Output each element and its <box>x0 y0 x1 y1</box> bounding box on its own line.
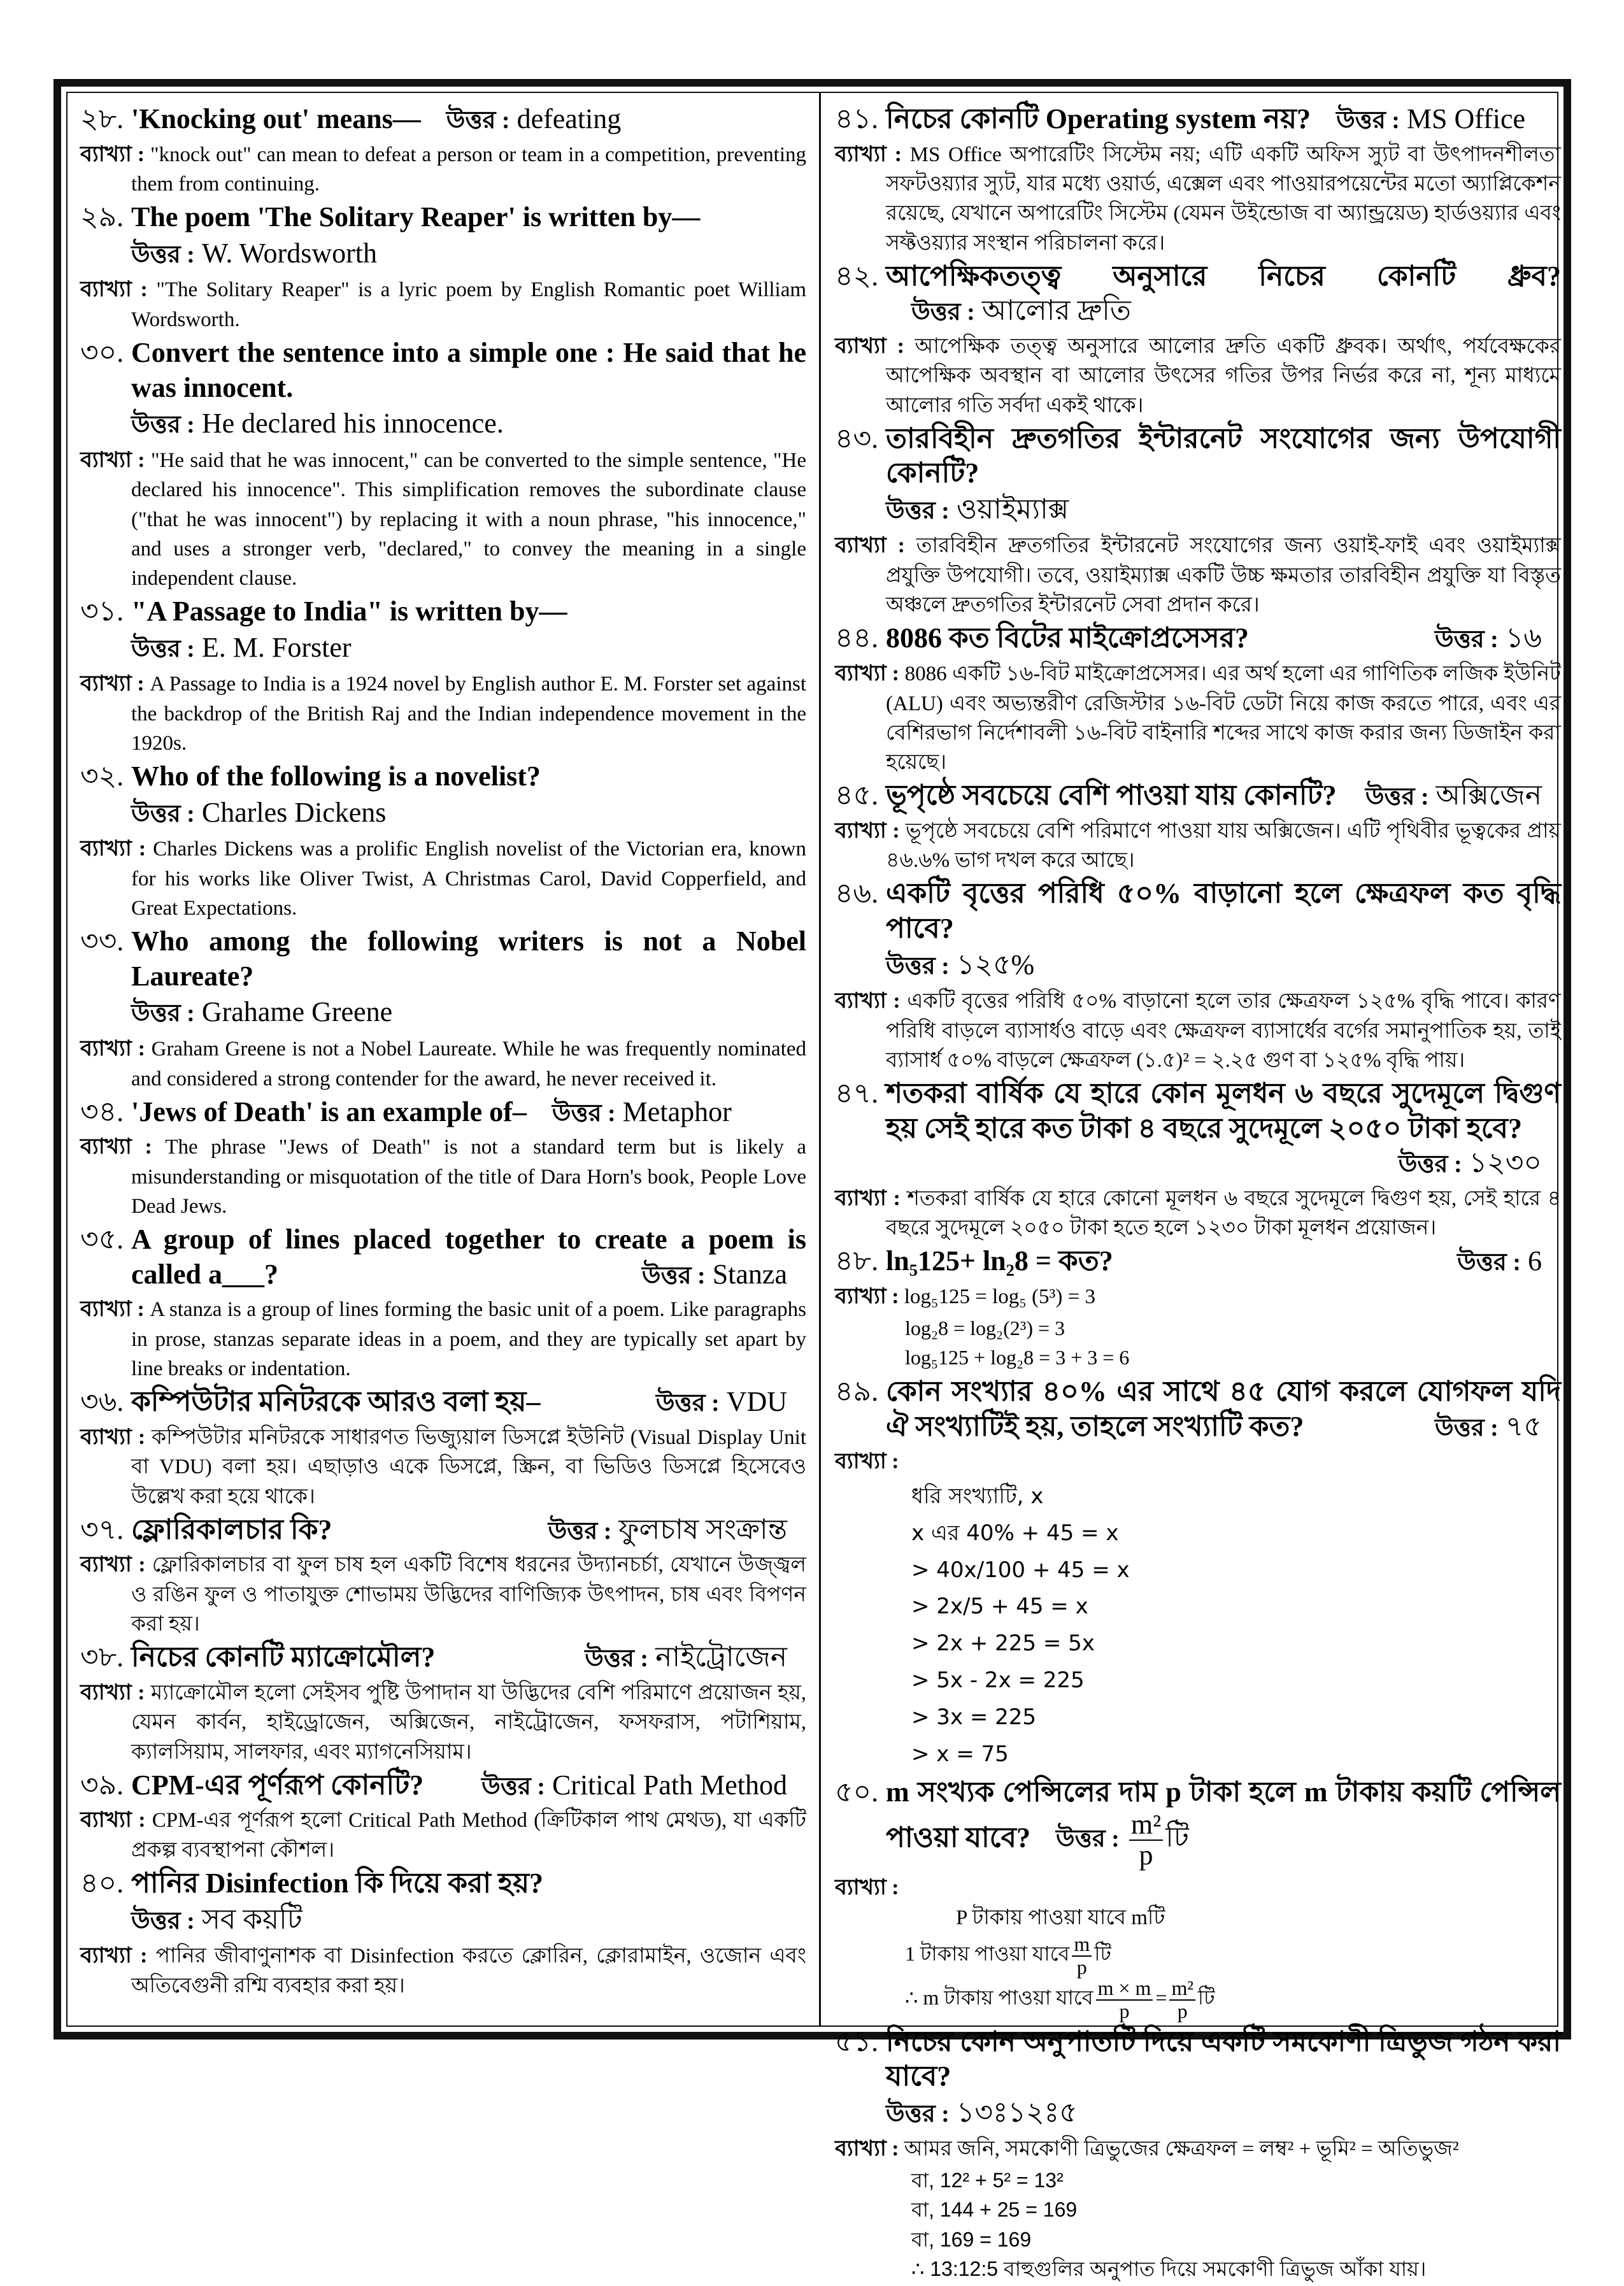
question-item <box>80 200 806 334</box>
question <box>835 876 1561 982</box>
question-number: ৩০. <box>80 337 124 369</box>
question-text: একটি বৃত্তের পরিধি ৫০% বাড়ানো হলে ক্ষেত্রফল কত বৃদ্ধি পাবে? <box>886 878 1561 944</box>
answer <box>642 1257 787 1292</box>
question-number: ৪৭. <box>835 1078 879 1110</box>
explanation-step: > x = 75 <box>911 1741 1009 1767</box>
answer-text: Grahame Greene <box>201 996 393 1028</box>
answer <box>131 631 806 666</box>
answer <box>131 796 806 831</box>
explanation-step: log₅125 + log₂8 = 3 + 3 = 6 <box>905 1345 1130 1369</box>
question-item <box>80 1866 806 2001</box>
answer-text: ১২৩০ <box>1469 1147 1542 1179</box>
answer <box>1336 103 1525 134</box>
question-text: ফ্লোরিকালচার কি? <box>131 1513 332 1545</box>
explanation-label: ব্যাখ্যা : <box>835 2137 899 2161</box>
question-text: The poem 'The Solitary Reaper' is written by— <box>131 201 701 233</box>
answer-label: উত্তর : <box>1434 626 1499 654</box>
answer-label: উত্তর : <box>886 2100 950 2127</box>
question-number: ৩৯. <box>80 1769 124 1801</box>
answer-label: উত্তর : <box>1434 1414 1499 1441</box>
explanation-step: x এর 40% + 45 = x <box>911 1520 1119 1546</box>
question <box>80 1385 806 1420</box>
answer-label: উত্তর : <box>1336 107 1400 134</box>
explanation-text: "knock out" can mean to defeat a person or team in a competition, preventing them from continuing. <box>131 143 806 196</box>
explanation-text: আপেক্ষিক তত্ত্ব অনুসারে আলোর দ্রুতি একটি ধ্রুবক। অর্থাৎ, পর্যবেক্ষকের আপেক্ষিক অবস্থান বা আলোর উৎসের গতির উপর নির্ভর করে না, শূন্য মাধ্যমে আলোর গতি সর্বদা একই থাকে। <box>886 334 1561 417</box>
answer <box>1435 621 1542 656</box>
step-text: ∴ m টাকায় পাওয়া যাবে <box>905 1986 1093 2010</box>
step-fraction <box>1169 1978 1195 2022</box>
question-text: নিচের কোন অনুপাতটি দিয়ে একটি সমকোণী ত্রিভুজ গঠন করা যাবে? <box>886 2025 1561 2092</box>
question-text: 'Jews of Death' is an example of– <box>131 1096 527 1127</box>
explanation-label: ব্যাখ্যা : <box>835 334 904 358</box>
question <box>80 1866 806 1937</box>
question-text: শতকরা বার্ষিক যে হারে কোন মূলধন ৬ বছরে সুদেমূলে দ্বিগুণ হয় সেই হারে কত টাকা ৪ বছরে সুদেমূলে ২০৫০ টাকা হবে? <box>886 1078 1561 1144</box>
explanation-label: ব্যাখ্যা : <box>80 1553 146 1577</box>
question <box>835 259 1561 329</box>
question-item <box>835 259 1561 420</box>
step-fraction <box>1096 1978 1153 2022</box>
explanation-text: 8086 একটি ১৬-বিট মাইক্রোপ্রসেসর। এর অর্থ হলো এর গাণিতিক লজিক ইউনিট (ALU) এবং অভ্যন্তরীণ রেজিস্টার ১৬-বিট ডেটা নিয়ে কাজ করতে পারে, এবং এর বেশিরভাগ নির্দেশাবলী ১৬-বিট বাইনারি শব্দের সাথে কাজ করার জন্য ডিজাইন করা হয়েছে। <box>886 662 1562 774</box>
answer <box>131 406 806 441</box>
answer <box>131 995 806 1030</box>
question-number: ৪৩. <box>835 422 879 454</box>
question <box>80 1513 806 1548</box>
question <box>835 102 1561 137</box>
question-number: ৪১. <box>835 103 879 134</box>
answer-text: ওয়াইম্যাক্স <box>956 493 1069 525</box>
answer-label: উত্তর : <box>655 1390 720 1417</box>
question-number: ৩৭. <box>80 1513 124 1545</box>
explanation-label: ব্যাখ্যা : <box>835 1876 899 1900</box>
question-number: ৪৮. <box>835 1245 879 1277</box>
question-item <box>80 759 806 923</box>
question-item <box>835 1775 1561 2022</box>
explanation <box>835 2134 1561 2164</box>
step-text: টি <box>1094 1942 1111 1966</box>
answer <box>1055 1808 1189 1871</box>
question-text: কম্পিউটার মনিটরকে আরও বলা হয়– <box>131 1386 541 1418</box>
explanation <box>835 816 1561 876</box>
answer-label: উত্তর : <box>886 497 950 524</box>
explanation <box>80 834 806 923</box>
answer-text: ১৬ <box>1505 622 1542 654</box>
explanation-text: পানির জীবাণুনাশক বা Disinfection করতে ক্লোরিন, ক্লোরামাইন, ওজোন এবং অতিবেগুনী রশ্মি ব্যবহার করা হয়। <box>131 1945 806 1997</box>
answer <box>911 295 1131 326</box>
question-item <box>80 102 806 199</box>
fraction-numerator: m <box>1072 1934 1092 1957</box>
question-item <box>835 876 1561 1075</box>
question-text: 8086 কত বিটের মাইক্রোপ্রসেসর? <box>886 622 1249 654</box>
answer-text: ফুলচাষ সংক্রান্ত <box>618 1513 787 1545</box>
answer-label: উত্তর : <box>131 411 195 439</box>
answer-text: সব কয়টি <box>201 1903 303 1935</box>
explanation-label: ব্যাখ্যা : <box>80 837 146 861</box>
explanation <box>835 531 1561 620</box>
answer-text: ৭৫ <box>1505 1410 1542 1442</box>
question-text: আপেক্ষিকতত্ত্ব অনুসারে নিচের কোনটি ধ্রুব? <box>886 260 1561 292</box>
explanation-text: A Passage to India is a 1924 novel by English author E. M. Forster set against the backdrop of the British Raj and the Indian independence movement in the 1920s. <box>131 673 807 755</box>
explanation-steps <box>835 1478 1561 1773</box>
explanation-label: ব্যাখ্যা : <box>80 448 145 472</box>
answer-text: Stanza <box>712 1258 787 1290</box>
question <box>835 1076 1561 1179</box>
question-text: ভূপৃষ্ঠে সবচেয়ে বেশি পাওয়া যায় কোনটি? <box>886 780 1337 811</box>
explanation-step <box>835 1978 1561 2022</box>
step-text: 1 টাকায় পাওয়া যাবে <box>905 1942 1070 1966</box>
explanation-text: একটি বৃত্তের পরিধি ৫০% বাড়ানো হলে তার ক্ষেত্রফল ১২৫% বৃদ্ধি পাবে। কারণ পরিধি বাড়লে ব্যাসার্ধও বাড়ে এবং ক্ষেত্রফল ব্যাসার্ধের বর্গের সমানুপাতিক হয়, তাই ব্যাসার্ধ ৫০% বাড়লে ক্ষেত্রফল (১.৫)² = ২.২৫ গুণ বা ১২৫% বৃদ্ধি পায়। <box>886 990 1562 1072</box>
explanation-step: log₅125 = log₅ (5³) = 3 <box>904 1285 1095 1308</box>
question-item <box>80 924 806 1093</box>
question-text: Who among the following writers is not a Nobel Laureate? <box>131 925 806 992</box>
question <box>835 2025 1561 2131</box>
question-number: ৩৮. <box>80 1641 124 1673</box>
inner-border <box>66 92 1562 2280</box>
answer <box>585 1640 787 1675</box>
question <box>80 759 806 830</box>
answer <box>548 1513 787 1548</box>
explanation-text: ম্যাক্রোমৌল হলো সেইসব পুষ্টি উপাদান যা উদ্ভিদের বেশি পরিমাণে প্রয়োজন হয়, যেমন কার্বন, হাইড্রোজেন, অক্সিজেন, নাইট্রোজেন, ফসফরাস, পটাশিয়াম, ক্যালসিয়াম, সালফার, এবং ম্যাগনেসিয়াম। <box>131 1681 807 1764</box>
answer-text: MS Office <box>1406 103 1526 134</box>
answer <box>131 1903 806 1938</box>
question-item <box>835 102 1561 258</box>
explanation-label: ব্যাখ্যা : <box>835 1284 899 1308</box>
explanation-label: ব্যাখ্যা : <box>835 534 905 558</box>
question-item <box>80 594 806 758</box>
explanation <box>835 331 1561 420</box>
question-number: ৪২. <box>835 260 879 292</box>
question <box>80 1768 806 1803</box>
answer <box>552 1096 732 1127</box>
question-text: Convert the sentence into a simple one : He said that he was innocent. <box>131 337 806 403</box>
explanation <box>80 1678 806 1767</box>
explanation-label: ব্যাখ্যা : <box>80 1944 148 1968</box>
answer-text: VDU <box>726 1386 787 1418</box>
explanation-step: ∴ 13:12:5 বাহুগুলির অনুপাত দিয়ে সমকোণী ত্রিভুজ আঁকা যায়। <box>911 2257 1427 2280</box>
answer <box>886 2096 1561 2131</box>
answer-text: ১৩ঃ১২ঃ৫ <box>956 2096 1078 2128</box>
fraction-denominator: p <box>1119 1999 1130 2022</box>
question-item <box>80 1095 806 1222</box>
step-text: টি <box>1197 1986 1215 2010</box>
question-number: ৪৬. <box>835 878 879 910</box>
answer-text: অক্সিজেন <box>1435 780 1542 811</box>
question-text: Who of the following is a novelist? <box>131 761 541 792</box>
explanation-text: ফ্লোরিকালচার বা ফুল চাষ হল একটি বিশেষ ধরনের উদ্যানচর্চা, যেখানে উজ্জ্বল ও রঙিন ফুল ও পাতাযুক্ত শোভাময় উদ্ভিদের বাণিজ্যিক উৎপাদন, চাষ এবং বিপণন করা হয়। <box>131 1554 807 1636</box>
explanation-step: > 2x + 225 = 5x <box>911 1631 1095 1657</box>
explanation-label: ব্যাখ্যা : <box>835 989 901 1013</box>
explanation-label: ব্যাখ্যা : <box>80 1135 152 1159</box>
answer <box>1399 1146 1542 1181</box>
question-text: নিচের কোনটি ম্যাক্রোমৌল? <box>131 1641 436 1673</box>
fraction-denominator: p <box>1139 1840 1153 1871</box>
question-item <box>80 1513 806 1639</box>
fraction-denominator: p <box>1177 1999 1188 2022</box>
explanation <box>835 1447 1561 1477</box>
question-number: ৩৪. <box>80 1096 124 1127</box>
explanation-step: ধরি সংখ্যাটি, x <box>911 1483 1044 1510</box>
explanation <box>835 139 1561 258</box>
explanation-label: ব্যাখ্যা : <box>835 1186 901 1210</box>
question <box>80 1222 806 1292</box>
question-text: m সংখ্যক পেন্সিলের দাম p টাকা হলে m টাকায় কয়টি পেন্সিল পাওয়া যাবে? <box>886 1776 1561 1854</box>
answer-label: উত্তর : <box>911 299 975 326</box>
question-number: ৩১. <box>80 596 124 627</box>
explanation <box>835 986 1561 1075</box>
answer-label: উত্তর : <box>552 1099 616 1127</box>
explanation-text: "He said that he was innocent," can be converted to the simple sentence, "He declared his innocence". This simplification removes the subordinate clause ("that he was innocent") by replacing it with a noun phrase, "his innocence," and uses a stronger verb, "declared," to convey the meaning in a single independent clause. <box>131 448 807 590</box>
answer-text: 6 <box>1528 1245 1542 1277</box>
explanation-text: CPM-এর পূর্ণরূপ হলো Critical Path Method (ক্রিটিকাল পাথ মেথড), যা একটি প্রকল্প ব্যবস্থাপনা কৌশল। <box>131 1809 807 1862</box>
explanation-label: ব্যাখ্যা : <box>835 142 902 166</box>
explanation-step <box>835 1934 1561 1978</box>
explanation-label: ব্যাখ্যা : <box>80 1808 146 1832</box>
explanation <box>80 445 806 593</box>
answer-text: Metaphor <box>622 1096 732 1127</box>
answer-label: উত্তর : <box>641 1262 706 1289</box>
page-border <box>53 79 1571 2280</box>
question <box>80 200 806 271</box>
question-text: কোন সংখ্যার ৪০% এর সাথে ৪৫ যোগ করলে যোগফল যদি ঐ সংখ্যাটিই হয়, তাহলে সংখ্যাটি কত? <box>886 1376 1561 1442</box>
explanation-step: বা, 144 + 25 = 169 <box>911 2198 1078 2222</box>
answer-label: উত্তর : <box>446 107 510 134</box>
question <box>80 1640 806 1675</box>
question <box>835 1244 1561 1279</box>
explanation-label: ব্যাখ্যা : <box>80 672 145 696</box>
answer <box>1435 1410 1542 1445</box>
question-item <box>80 1385 806 1511</box>
answer-text: আলোর দ্রুতি <box>981 295 1131 327</box>
question-text: 'Knocking out' means— <box>131 103 421 134</box>
explanation-label: ব্যাখ্যা : <box>835 1450 899 1474</box>
answer-label: উত্তর : <box>1365 783 1429 811</box>
explanation-step: > 2x/5 + 45 = x <box>911 1594 1088 1620</box>
answer <box>656 1385 787 1420</box>
explanation-text: আমর জনি, সমকোণী ত্রিভুজের ক্ষেত্রফল = লম্ব² + ভূমি² = অতিভুজ² <box>904 2138 1459 2161</box>
explanation-step: বা, 12² + 5² = 13² <box>911 2168 1064 2192</box>
explanation <box>80 1550 806 1639</box>
left-column <box>80 102 806 2002</box>
explanation-step: log₂8 = log₂(2³) = 3 <box>905 1316 1065 1339</box>
explanation-text: The phrase "Jews of Death" is not a standard term but is likely a misunderstanding or misquotation of the title of Dara Horn's book, People Love Dead Jews. <box>131 1136 807 1218</box>
answer <box>886 948 1561 983</box>
question-item <box>835 621 1561 777</box>
question-item <box>835 422 1561 620</box>
question-text: নিচের কোনটি Operating system নয়? <box>886 103 1311 134</box>
question-item <box>80 1222 806 1383</box>
answer-text: Charles Dickens <box>201 796 387 828</box>
explanation-text: Graham Greene is not a Nobel Laureate. While he was frequently nominated and considered a strong contender for the award, he never received it. <box>131 1037 807 1090</box>
explanation <box>80 669 806 758</box>
answer <box>446 103 622 134</box>
question-number: ২৯. <box>80 201 124 233</box>
answer <box>131 236 806 271</box>
question-number: ২৮. <box>80 103 124 134</box>
fraction-numerator: m × m <box>1096 1978 1153 2001</box>
answer-label: উত্তর : <box>1398 1151 1462 1178</box>
answer-text: ১২৫% <box>956 948 1035 980</box>
answer-text: Critical Path Method <box>552 1769 787 1801</box>
question <box>80 924 806 1030</box>
explanation <box>80 139 806 199</box>
explanation <box>835 659 1561 777</box>
question <box>80 336 806 441</box>
explanation <box>80 1941 806 2001</box>
explanation-steps <box>835 1313 1561 1373</box>
question <box>80 594 806 665</box>
column-divider <box>819 93 821 2025</box>
explanation-text: MS Office অপারেটিং সিস্টেম নয়; এটি একটি অফিস স্যুট বা উৎপাদনশীলতা সফটওয়্যার স্যুট, যার মধ্যে ওয়ার্ড, এক্সেল এবং পাওয়ারপয়েন্টের মতো অ্যাপ্লিকেশন রয়েছে, যেখানে অপারেটিং সিস্টেম (যেমন উইন্ডোজ বা অ্যান্ড্রয়েড) হার্ডওয়্যার এবং সফ্টওয়্যার সংস্থান পরিচালনা করে। <box>886 143 1562 255</box>
explanation-label: ব্যাখ্যা : <box>80 1297 145 1322</box>
explanation-text: ভূপৃষ্ঠে সবচেয়ে বেশি পরিমাণে পাওয়া যায় অক্সিজেন। এটি পৃথিবীর ভূত্বকের প্রায় ৪৬.৬% ভাগ দখল করে আছে। <box>886 819 1561 873</box>
answer <box>481 1768 787 1803</box>
question-text: ln₅125+ ln₂8 = কত? <box>886 1245 1113 1277</box>
question-number: ৩৩. <box>80 925 124 957</box>
answer-label: উত্তর : <box>131 1907 195 1934</box>
question-item <box>835 1076 1561 1243</box>
answer-text: He declared his innocence. <box>201 408 504 439</box>
fraction-numerator: m² <box>1129 1810 1163 1841</box>
explanation-step: বা, 169 = 169 <box>911 2227 1032 2251</box>
explanation-text: কম্পিউটার মনিটরকে সাধারণত ভিজ্যুয়াল ডিসপ্লে ইউনিট (Visual Display Unit বা VDU) বলা হয়। এছাড়াও একে ডিসপ্লে, স্ক্রিন, বা ভিডিও ডিসপ্লে হিসেবেও উল্লেখ করা হয়ে থাকে। <box>131 1425 807 1508</box>
explanation-step <box>886 1903 1561 1932</box>
fraction-numerator: m² <box>1169 1978 1195 2001</box>
answer <box>886 492 1561 527</box>
answer-text: W. Wordsworth <box>201 237 377 269</box>
answer-fraction <box>1129 1810 1163 1870</box>
question-number: ৪৯. <box>835 1376 879 1408</box>
explanation <box>80 1132 806 1221</box>
question-number: ৩২. <box>80 761 124 792</box>
question-item <box>80 336 806 593</box>
answer-label: উত্তর : <box>131 800 195 827</box>
explanation <box>835 1873 1561 1932</box>
explanation-steps <box>835 1934 1561 2022</box>
answer-label: উত্তর : <box>1457 1249 1521 1276</box>
answer-text: E. M. Forster <box>201 631 352 663</box>
explanation-steps <box>835 2166 1561 2284</box>
explanation <box>80 275 806 334</box>
explanation-step: > 3x = 225 <box>911 1704 1037 1730</box>
answer-label: উত্তর : <box>131 635 195 662</box>
question-text: A group of lines placed together to create a poem is called a___? <box>131 1224 806 1290</box>
question-number: ৩৫. <box>80 1224 124 1255</box>
question-item <box>835 1375 1561 1773</box>
step-fraction <box>1072 1934 1092 1978</box>
question-number: ৩৬. <box>80 1386 124 1418</box>
question-text: "A Passage to India" is written by— <box>131 596 567 627</box>
answer-text: নাইট্রোজেন <box>655 1641 787 1673</box>
right-column <box>835 102 1561 2286</box>
question <box>835 1775 1561 1870</box>
explanation-step: > 5x - 2x = 225 <box>911 1668 1085 1694</box>
answer-suffix: টি <box>1165 1822 1189 1854</box>
explanation <box>835 1282 1561 1312</box>
question-item <box>80 1640 806 1767</box>
answer <box>1365 778 1542 813</box>
question-number: ৫১. <box>835 2025 879 2057</box>
question-text: পানির Disinfection কি দিয়ে করা হয়? <box>131 1868 544 1899</box>
explanation <box>80 1422 806 1511</box>
answer-label: উত্তর : <box>548 1517 612 1545</box>
question-text: তারবিহীন দ্রুতগতির ইন্টারনেট সংযোগের জন্য উপযোগী কোনটি? <box>886 422 1561 489</box>
question <box>80 102 806 137</box>
explanation <box>80 1294 806 1383</box>
answer-label: উত্তর : <box>131 1000 195 1027</box>
explanation-text: "The Solitary Reaper" is a lyric poem by English Romantic poet William Wordsworth. <box>131 278 807 332</box>
question-number: ৫০. <box>835 1776 879 1808</box>
answer-label: উত্তর : <box>886 952 950 980</box>
answer-label: উত্তর : <box>481 1773 545 1800</box>
explanation-label: ব্যাখ্যা : <box>835 661 899 685</box>
step-text: = <box>1155 1986 1167 2010</box>
question-text: CPM-এর পূর্ণরূপ কোনটি? <box>131 1769 424 1801</box>
explanation-text: তারবিহীন দ্রুতগতির ইন্টারনেট সংযোগের জন্য ওয়াই-ফাই এবং ওয়াইম্যাক্স প্রযুক্তি উপযোগী। তবে, ওয়াইম্যাক্স একটি উচ্চ ক্ষমতার তারবিহীন প্রযুক্তি যা বিস্তৃত অঞ্চলে দ্রুতগতির ইন্টারনেট সেবা প্রদান করে। <box>886 534 1561 617</box>
answer-label: উত্তর : <box>1055 1825 1120 1853</box>
answer-text: defeating <box>516 103 622 134</box>
explanation-label: ব্যাখ্যা : <box>80 278 148 302</box>
question <box>835 621 1561 656</box>
explanation <box>80 1034 806 1094</box>
explanation-label: ব্যাখ্যা : <box>80 142 145 166</box>
explanation <box>80 1805 806 1865</box>
fraction-denominator: p <box>1076 1955 1087 1978</box>
explanation-label: ব্যাখ্যা : <box>80 1425 146 1449</box>
step-text: P টাকায় পাওয়া যাবে mটি <box>956 1906 1165 1929</box>
question <box>835 422 1561 527</box>
question-number: ৪০. <box>80 1868 124 1899</box>
answer-label: উত্তর : <box>131 241 195 268</box>
explanation-text: A stanza is a group of lines forming the basic unit of a poem. Like paragraphs in prose, stanzas separate ideas in a poem, and they are typically set apart by line breaks or indentation. <box>131 1298 807 1381</box>
question <box>835 1375 1561 1444</box>
question <box>835 778 1561 813</box>
answer <box>1457 1244 1542 1279</box>
explanation-step: > 40x/100 + 45 = x <box>911 1557 1130 1583</box>
explanation-label: ব্যাখ্যা : <box>80 1680 145 1704</box>
question-item <box>80 1768 806 1865</box>
explanation-label: ব্যাখ্যা : <box>835 818 900 843</box>
question-item <box>835 778 1561 875</box>
explanation-label: ব্যাখ্যা : <box>80 1036 145 1061</box>
question <box>80 1095 806 1130</box>
question-number: ৪৪. <box>835 622 879 654</box>
explanation-text: শতকরা বার্ষিক যে হারে কোনো মূলধন ৬ বছরে সুদেমূলে দ্বিগুণ হয়, সেই হারে ৪ বছরে সুদেমূলে ২০৫০ টাকা হতে হলে ১২৩০ টাকা মূলধন প্রয়োজন। <box>886 1187 1562 1240</box>
question-item <box>835 1244 1561 1372</box>
explanation-text: Charles Dickens was a prolific English novelist of the Victorian era, known for his works like Oliver Twist, A Christmas Carol, David Copperfield, and Great Expectations. <box>131 838 806 920</box>
question-item <box>835 2025 1561 2284</box>
answer-label: উত্তর : <box>585 1645 649 1673</box>
question-number: ৪৫. <box>835 780 879 811</box>
explanation <box>835 1183 1561 1243</box>
